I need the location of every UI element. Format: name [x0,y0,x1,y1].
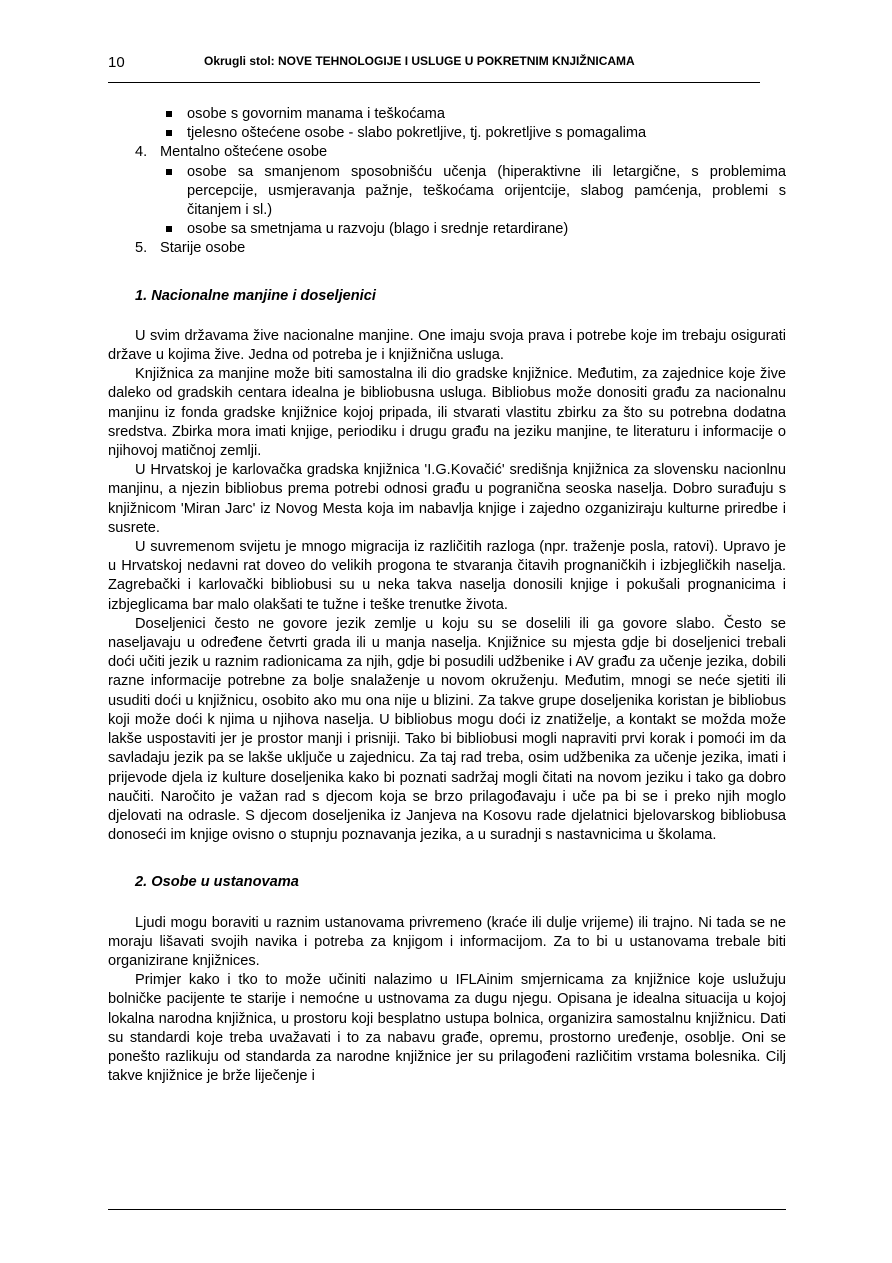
item-number: 5. [135,240,148,257]
item-text: Starije osobe [160,240,246,257]
list-item: osobe sa smanjenom sposobnišću učenja (hiperaktivne ili letargične, s problemima percepcije, usmjeravanja pažnje, teškoćama orijentcije, slabog pamćenja, problemi s čitanjem i sl.) [108,163,786,221]
running-title: Okrugli stol: NOVE TEHNOLOGIJE I USLUGE U POKRETNIM KNJIŽNICAMA [204,54,635,68]
paragraph: Knjižnica za manjine može biti samostalna ili dio gradske knjižnice. Međutim, za zajednice koje žive daleko od gradskih centara idealna je bibliobusna usluga. Bibliobus može donositi građu za nacionalnu manjinu iz fonda gradske knjižnice kojoj pripada, ili stvarati vlastitu zbirku za što su potrebna dodatna sredstva. Zbirka mora imati knjige, periodiku i drugu građu na jeziku manjine, te literaturu i informacije o njihovoj matičnoj zemlji. [108,366,786,460]
page-body [108,105,786,1086]
footer-divider [108,1209,786,1210]
paragraph: U suvremenom svijetu je mnogo migracija iz različitih razloga (npr. traženje posla, ratovi). Upravo je u Hrvatskoj nedavni rat doveo do velikih progona te stvaranja čitavih prognaničkih i izbjegličkih naselja. Zagrebački i karlovački bibliobusi su u neka takva naselja donosili knjige i pokušali prognanicima i izbjeglicama bar malo olakšati te tužne i teške trenutke života. [108,539,786,613]
list-item: osobe s govornim manama i teškoćama [108,105,786,124]
item-number: 4. [135,144,148,161]
paragraph: Doseljenici često ne govore jezik zemlje u koju su se doselili ili ga govore slabo. Često se naseljavaju u određene četvrti grada ili u manja naselja. Knjižnice su mjesta gdje bi doseljenici trebali doći učiti jezik u raznim radionicama za njih, gdje bi posudili udžbenike i AV građu za učenje jezika, dobili razne informacije potrebne za bolje snalaženje u novom okruženju. Međutim, mnogi se neće sjetiti ili usuditi doći u knjižnicu, osobito ako mu ona nije u blizini. Za takve grupe doseljenika koristan je bibliobus koji može doći k njima u njihova naselja. U bibliobus mogu doći iz znatiželje, a kontakt se možda može lakše uspostaviti jer je prostor manji i prisniji. Tako bi bibliobusi mogli napraviti prvi korak i pomoći im da savladaju jezik pa se lakše uključe u zajednicu. Za taj rad treba, osim udžbenika za učenje jezika, imati i prijevode djela iz kulture doseljenika kako bi poznati sadržaj mogli čitati na novom jeziku i tako ga dobro naučiti. Naročito je važan rad s djecom koja se brzo prilagođavaju i uče pa bi se i preko njih moglo djelovati na odrasle. S djecom doseljenika iz Janjeva na Kosovu rade djelatnici bjelovarskog bibliobusa donoseći im knjige ovisno o stupnju poznavanja jezika, a u suradnji s nastavnicima u školama. [108,615,786,844]
paragraph: Ljudi mogu boraviti u raznim ustanovama privremeno (kraće ili dulje vrijeme) ili trajno. Ni tada se ne moraju lišavati svojih navika i potreba za knjigom i informacijom. Za to bi u ustanovama trebale biti organizirane knjižnices. [108,914,786,969]
list-item: osobe sa smetnjama u razvoju (blago i srednje retardirane) [108,220,786,239]
paragraph: U svim državama žive nacionalne manjine. One imaju svoja prava i potrebe koje im trebaju osigurati države u kojima žive. Jedna od potreba je i knjižnična usluga. [108,327,786,364]
list-item: tjelesno oštećene osobe - slabo pokretljive, tj. pokretljive s pomagalima [108,124,786,143]
page-header [108,52,760,83]
section-heading: 2. Osobe u ustanovama [135,874,299,891]
page-number: 10 [108,54,125,71]
paragraph: Primjer kako i tko to može učiniti nalazimo u IFLAinim smjernicama za knjižnice koje uslužuju bolničke pacijente te starije i nemoćne u ustnovama za dugu njegu. Opisana je idealna situacija u kojoj lokalna narodna knjižnica, u prostoru koji besplatno ustupa bolnica, organizira samostalnu knjižnicu. Dati su standardi koje treba uvažavati i to za nabavu građe, opremu, prostorno uređenje, osoblje. Oni se ponešto razlikuju od standarda za narodne knjižnice jer su prilagođeni različitim vrstama bolesnika. Cilj takve knjižnice je brže liječenje i [108,972,786,1085]
numbered-item [108,143,786,162]
numbered-item [108,239,786,258]
section-heading: 1. Nacionalne manjine i doseljenici [135,287,376,304]
paragraph: U Hrvatskoj je karlovačka gradska knjižnica 'I.G.Kovačić' središnja knjižnica za slovensku nacionlnu manjinu, a njezin bibliobus prema potrebi odnosi građu u pogranična seoska naselja. Dobro surađuju s knjižnicom 'Miran Jarc' iz Novog Mesta koja im nabavlja knjige i zajedno ozganiziraju kulturne priredbe i susrete. [108,462,786,536]
item-text: Mentalno oštećene osobe [160,144,328,161]
